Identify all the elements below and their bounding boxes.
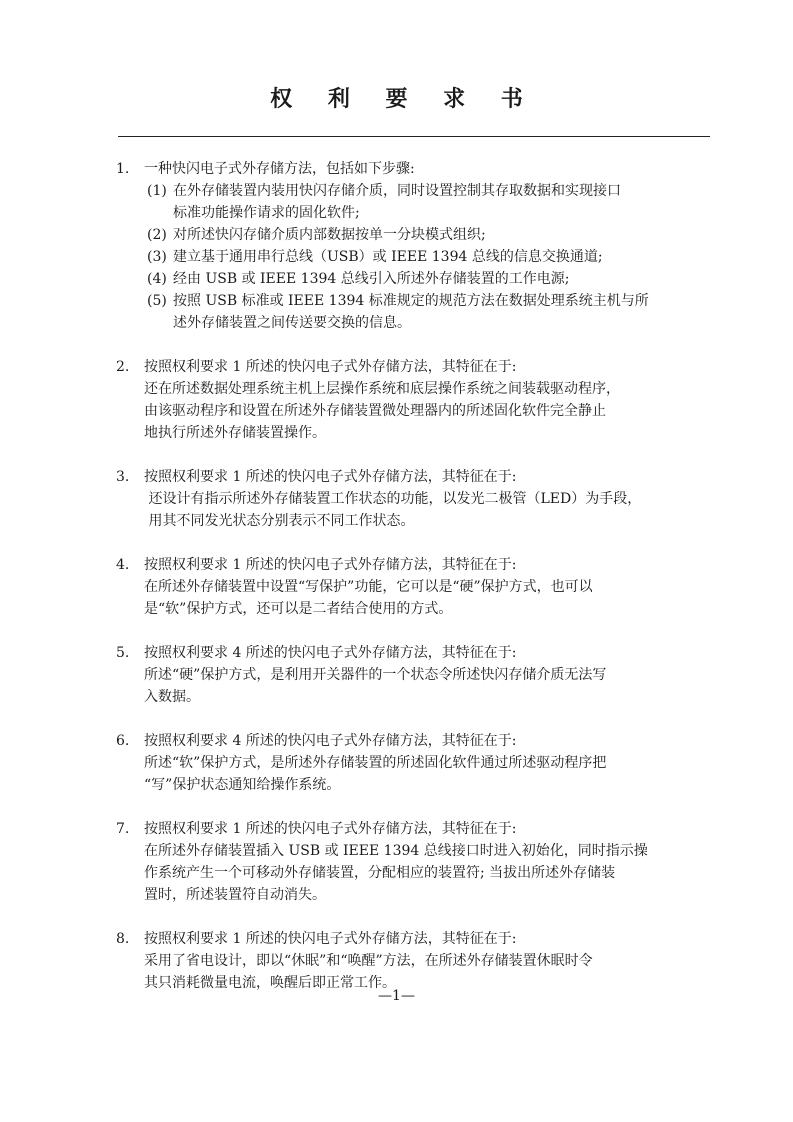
claim-header (116, 466, 716, 488)
claim-header (116, 730, 716, 752)
claim-header (116, 356, 716, 378)
claim-body: 还在所述数据处理系统主机上层操作系统和底层操作系统之间装载驱动程序， 由该驱动程序和设置在所述外存储装置微处理器内的所述固化软件完全静止 地执行所述外存储装置操作。 (144, 381, 620, 441)
step-number: (5) (147, 293, 167, 309)
step-text: 对所述快闪存储介质内部数据按单一分块模式组织; (173, 227, 486, 243)
claim-3 (116, 466, 716, 532)
claim-number: 2. (116, 359, 130, 375)
step-number: (1) (147, 183, 167, 199)
claim-number: 7. (116, 821, 130, 837)
claim-header (116, 554, 716, 576)
claim-body: 所述“硬”保护方式，是利用开关器件的一个状态令所述快闪存储介质无法写 入数据。 (144, 667, 607, 705)
claim-body: 所述“软”保护方式，是所述外存储装置的所述固化软件通过所述驱动程序把 “写”保护状态通知给操作系统。 (144, 755, 607, 793)
claim-number: 1. (116, 161, 130, 177)
claim-preamble: 按照权利要求 1 所述的快闪电子式外存储方法，其特征在于: (144, 359, 517, 375)
claim-header (116, 158, 716, 180)
claim-body: 采用了省电设计，即以“休眠”和“唤醒”方法，在所述外存储装置休眠时令 其只消耗微量电流，唤醒后即正常工作。 (144, 953, 593, 991)
claim-preamble: 按照权利要求 4 所述的快闪电子式外存储方法，其特征在于: (144, 733, 517, 749)
claim-number: 3. (116, 469, 130, 485)
claims-list (116, 158, 716, 1016)
claim-preamble: 按照权利要求 1 所述的快闪电子式外存储方法，其特征在于: (144, 557, 517, 573)
claim-number: 5. (116, 645, 130, 661)
claim-number: 8. (116, 931, 130, 947)
step-number: (3) (147, 249, 167, 265)
claim-number: 4. (116, 557, 130, 573)
claim-preamble: 按照权利要求 1 所述的快闪电子式外存储方法，其特征在于: (144, 469, 517, 485)
claim-body: 在所述外存储装置中设置“写保护”功能，它可以是“硬”保护方式，也可以 是“软”保护方式，还可以是二者结合使用的方式。 (144, 579, 593, 617)
claim-4 (116, 554, 716, 620)
step-text: 建立基于通用串行总线（USB）或 IEEE 1394 总线的信息交换通道; (173, 249, 603, 265)
claim-step (116, 180, 716, 224)
step-number: (4) (147, 271, 167, 287)
step-text: 经由 USB 或 IEEE 1394 总线引入所述外存储装置的工作电源; (173, 271, 570, 287)
claim-body: 还设计有指示所述外存储装置工作状态的功能，以发光二极管（LED）为手段， 用其不同发光状态分别表示不同工作状态。 (148, 491, 642, 529)
claim-preamble: 一种快闪电子式外存储方法，包括如下步骤: (144, 161, 415, 177)
claim-step (116, 246, 716, 268)
page-title: 权 利 要 求 书 (270, 86, 537, 112)
step-text: 在外存储装置内装用快闪存储介质，同时设置控制其存取数据和实现接口 标准功能操作请求的固化软件; (173, 183, 621, 221)
claim-6 (116, 730, 716, 796)
claim-2 (116, 356, 716, 444)
claim-1 (116, 158, 716, 334)
claim-preamble: 按照权利要求 4 所述的快闪电子式外存储方法，其特征在于: (144, 645, 517, 661)
claim-preamble: 按照权利要求 1 所述的快闪电子式外存储方法，其特征在于: (144, 931, 517, 947)
title-divider (118, 136, 710, 137)
claim-step (116, 268, 716, 290)
step-number: (2) (147, 227, 167, 243)
step-text: 按照 USB 标准或 IEEE 1394 标准规定的规范方法在数据处理系统主机与所 述外存储装置之间传送要交换的信息。 (173, 293, 649, 331)
claim-header (116, 642, 716, 664)
page-number: —1— (378, 988, 415, 1004)
claim-body: 在所述外存储装置插入 USB 或 IEEE 1394 总线接口时进入初始化，同时指示操 作系统产生一个可移动外存储装置，分配相应的装置符; 当拔出所述外存储装 置时，所述装置符自动消失。 (144, 843, 648, 903)
claim-number: 6. (116, 733, 130, 749)
claim-header (116, 818, 716, 840)
claim-step (116, 290, 716, 334)
claim-5 (116, 642, 716, 708)
claim-7 (116, 818, 716, 906)
claim-preamble: 按照权利要求 1 所述的快闪电子式外存储方法，其特征在于: (144, 821, 517, 837)
claim-step (116, 224, 716, 246)
claim-header (116, 928, 716, 950)
claim-8 (116, 928, 716, 994)
